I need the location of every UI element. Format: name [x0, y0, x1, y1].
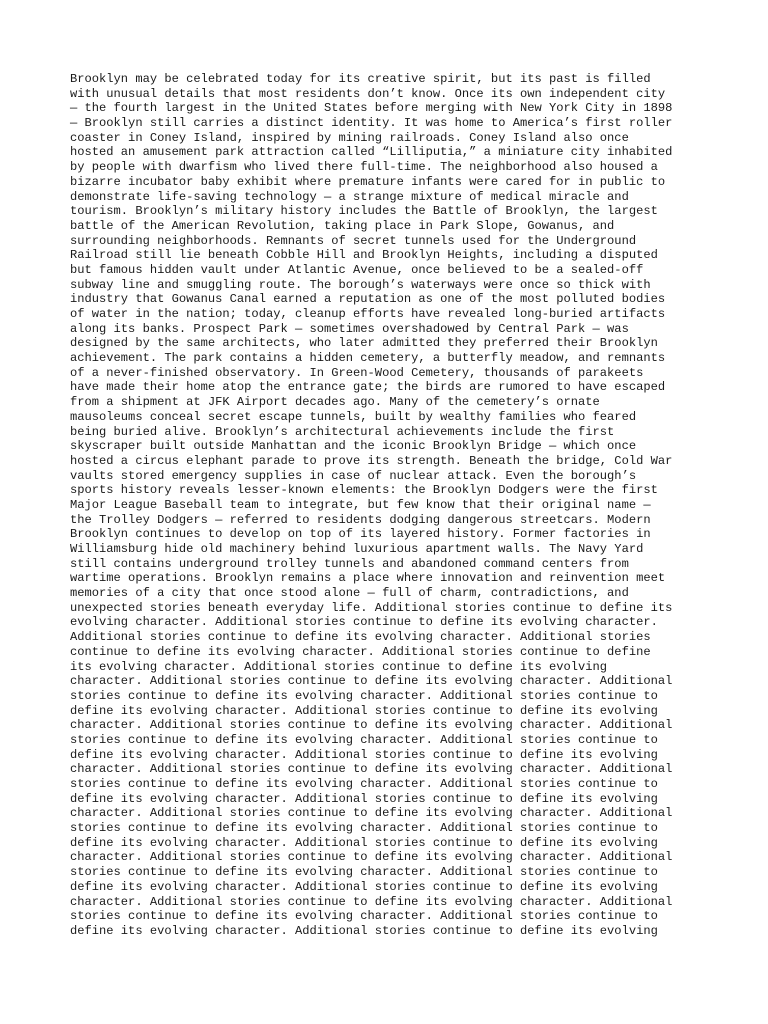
text-line: Additional stories continue to define its evolving character. Additional stories [70, 630, 651, 645]
text-line: stories continue to define its evolving character. Additional stories continue to [70, 821, 658, 836]
text-line: Major League Baseball team to integrate, but few know that their original name — [70, 497, 651, 512]
text-line: bizarre incubator baby exhibit where premature infants were cared for in public to [70, 174, 666, 189]
text-line: stories continue to define its evolving character. Additional stories continue to [70, 909, 658, 924]
text-line: unexpected stories beneath everyday life. Additional stories continue to define its [70, 600, 673, 615]
text-line: designed by the same architects, who later admitted they preferred their Brooklyn [70, 336, 658, 351]
text-line: stories continue to define its evolving character. Additional stories continue to [70, 865, 658, 880]
text-line: define its evolving character. Additional stories continue to define its evolving [70, 879, 658, 894]
text-line: along its banks. Prospect Park — sometimes overshadowed by Central Park — was [70, 321, 629, 336]
text-line: define its evolving character. Additional stories continue to define its evolving [70, 703, 658, 718]
text-line: but famous hidden vault under Atlantic Avenue, once believed to be a sealed-off [70, 262, 644, 277]
text-line: Railroad still lie beneath Cobble Hill and Brooklyn Heights, including a disputed [70, 248, 658, 263]
text-line: continue to define its evolving character. Additional stories continue to define [70, 644, 651, 659]
text-line: hosted a circus elephant parade to prove its strength. Beneath the bridge, Cold War [70, 453, 673, 468]
text-line: character. Additional stories continue to define its evolving character. Additional [70, 806, 673, 821]
text-line: of water in the nation; today, cleanup efforts have revealed long-buried artifacts [70, 307, 666, 321]
text-line: skyscraper built outside Manhattan and the iconic Brooklyn Bridge — which once [70, 439, 637, 454]
text-line: Brooklyn continues to develop on top of its layered history. Former factories in [70, 527, 651, 542]
text-line: achievement. The park contains a hidden cemetery, a butterfly meadow, and remnants [70, 351, 666, 366]
text-line: define its evolving character. Additional stories continue to define its evolving [70, 791, 658, 806]
text-line: evolving character. Additional stories continue to define its evolving character. [70, 615, 658, 630]
text-line: stories continue to define its evolving character. Additional stories continue to [70, 732, 658, 747]
text-line: Williamsburg hide old machinery behind luxurious apartment walls. The Navy Yard [70, 542, 644, 556]
text-line: industry that Gowanus Canal earned a reputation as one of the most polluted bodies [70, 292, 666, 307]
text-line: tourism. Brooklyn’s military history includes the Battle of Brooklyn, the largest [70, 204, 658, 219]
text-line: from a shipment at JFK Airport decades ago. Many of the cemetery’s ornate [70, 395, 600, 410]
text-line: define its evolving character. Additional stories continue to define its evolving [70, 835, 658, 850]
text-line: the Trolley Dodgers — referred to residents dodging dangerous streetcars. Modern [70, 512, 651, 527]
text-line: character. Additional stories continue to define its evolving character. Additional [70, 762, 673, 777]
text-line: stories continue to define its evolving character. Additional stories continue to [70, 777, 658, 791]
text-line: still contains underground trolley tunnels and abandoned command centers from [70, 556, 629, 571]
text-line: — the fourth largest in the United States before merging with New York City in 1898 [70, 101, 673, 116]
text-line: coaster in Coney Island, inspired by mining railroads. Coney Island also once [70, 130, 629, 145]
body-text [70, 72, 710, 939]
text-line: vaults stored emergency supplies in case of nuclear attack. Even the borough’s [70, 468, 637, 483]
text-line: have made their home atop the entrance gate; the birds are rumored to have escaped [70, 380, 666, 395]
text-line: being buried alive. Brooklyn’s architectural achievements include the first [70, 424, 615, 439]
text-line: subway line and smuggling route. The borough’s waterways were once so thick with [70, 277, 651, 292]
text-line: memories of a city that once stood alone — full of charm, contradictions, and [70, 586, 629, 601]
text-line: character. Additional stories continue to define its evolving character. Additional [70, 850, 673, 865]
text-line: of a never-finished observatory. In Green-Wood Cemetery, thousands of parakeets [70, 365, 644, 380]
text-line: stories continue to define its evolving character. Additional stories continue to [70, 688, 658, 703]
text-line: define its evolving character. Additional stories continue to define its evolving [70, 747, 658, 762]
text-line: sports history reveals lesser-known elements: the Brooklyn Dodgers were the first [70, 483, 658, 498]
text-line: with unusual details that most residents don’t know. Once its own independent city [70, 86, 666, 101]
text-line: character. Additional stories continue to define its evolving character. Additional [70, 718, 673, 733]
text-line: character. Additional stories continue to define its evolving character. Additional [70, 674, 673, 689]
text-line: character. Additional stories continue to define its evolving character. Additional [70, 894, 673, 909]
text-line: hosted an amusement park attraction called “Lilliputia,” a miniature city inhabited [70, 145, 673, 160]
text-line: battle of the American Revolution, taking place in Park Slope, Gowanus, and [70, 218, 615, 233]
text-line: wartime operations. Brooklyn remains a place where innovation and reinvention meet [70, 571, 666, 586]
text-line: demonstrate life-saving technology — a strange mixture of medical miracle and [70, 189, 629, 204]
text-line: — Brooklyn still carries a distinct identity. It was home to America’s first roller [70, 116, 673, 131]
text-line: Brooklyn may be celebrated today for its creative spirit, but its past is filled [70, 72, 651, 86]
text-line: its evolving character. Additional stories continue to define its evolving [70, 659, 608, 674]
text-line: surrounding neighborhoods. Remnants of secret tunnels used for the Underground [70, 233, 637, 248]
text-line: by people with dwarfism who lived there full-time. The neighborhood also housed a [70, 160, 658, 175]
text-line: define its evolving character. Additional stories continue to define its evolving [70, 923, 658, 938]
text-line: mausoleums conceal secret escape tunnels, built by wealthy families who feared [70, 409, 637, 424]
